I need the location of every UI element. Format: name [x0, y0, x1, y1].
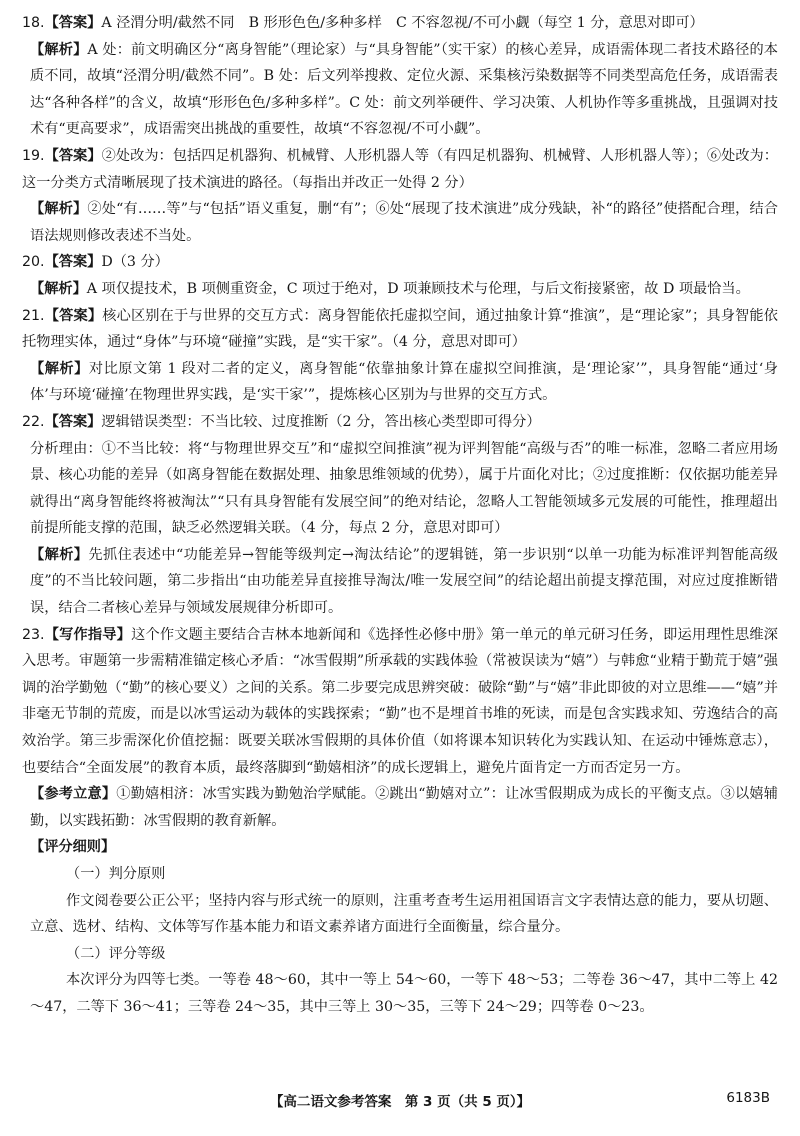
item-19-answer: [22, 143, 778, 196]
item-20-answer: [22, 249, 778, 276]
scoring-grades-heading: （二）评分等级: [66, 945, 166, 962]
item-number: 20.: [22, 254, 45, 271]
answer-text: A 泾渭分明/截然不同 B 形形色色/多种多样 C 不容忽视/不可小觑（每空 1 分，意思对即可）: [101, 15, 704, 31]
analysis-tag: 【解析】: [30, 360, 89, 377]
answer-text: 核心区别在于与世界的交互方式：离身智能依托虚拟空间，通过抽象计算“推演”，是“理论家”；具身智能依托物理实体，通过“身体”与环境“碰撞”实践，是“实干家”。（4 分，意思对即可）: [22, 307, 778, 351]
scoring-principle-text: 作文阅卷要公正公平；坚持内容与形式统一的原则，注重考查考生运用祖国语言文字表情达意的能力，要从切题、立意、选材、结构、文体等写作基本能力和语文素养诸方面进行全面衡量，综合量分。: [30, 892, 778, 936]
answer-tag: 【答案】: [44, 15, 102, 31]
item-18-answer: [22, 10, 778, 37]
item-21: [22, 303, 778, 409]
item-22-answer: [22, 409, 778, 436]
item-number: 18.: [22, 15, 45, 31]
scoring-principle-heading: （一）判分原则: [66, 866, 166, 882]
analysis-text: A 处：前文明确区分“离身智能”（理论家）与“具身智能”（实干家）的核心差异，成语需体现二者技术路径的本质不同，故填“泾渭分明/截然不同”。B 处：后文列举搜救、定位火源、采集核污染数据等不同类型高危任务，成语需表达“各种各样”的含义，故填“形形色色/多种多样”。C 处：前文列举硬件、学习决策、人机协作等多重挑战，且强调对技术有“更高要求”，成语需突出挑战的重要性，故填“不容忽视/不可小觑”。: [30, 41, 778, 138]
item-number: 23.: [22, 626, 45, 643]
answer-tag: 【答案】: [44, 413, 102, 430]
writing-guide-text: 这个作文题主要结合吉林本地新闻和《选择性必修中册》第一单元的单元研习任务，即运用理性思维深入思考。审题第一步需精准锚定核心矛盾：“冰雪假期”所承载的实践体验（常被误读为“嬉”）与韩愈“业精于勤荒于嬉”强调的治学勤勉（“勤”的核心要义）之间的关系。第二步要完成思辨突破：破除“勤”与“嬉”非此即彼的对立思维——“嬉”并非毫无节制的荒废，而是以冰雪运动为载体的实践探索；“勤”也不是埋首书堆的死读，而是包含实践求知、劳逸结合的高效治学。第三步需深化价值挖掘：既要关联冰雪假期的具体价值（如将课本知识转化为实践认知、在运动中锤炼意志），也要结合“全面发展”的教育本质，最终落脚到“勤嬉相济”的成长逻辑上，避免片面肯定一方而否定另一方。: [22, 626, 778, 776]
analysis-tag: 【解析】: [30, 41, 88, 58]
analysis-tag: 【解析】: [30, 280, 87, 297]
item-19-analysis: [22, 196, 778, 249]
answer-tag: 【答案】: [44, 307, 103, 324]
answer-tag: 【答案】: [44, 147, 102, 164]
item-21-analysis: [22, 356, 778, 409]
item-18: [22, 10, 778, 143]
answer-text: 逻辑错误类型：不当比较、过度推断（2 分，答出核心类型即可得分）: [101, 413, 541, 430]
item-23-reference: [22, 781, 778, 834]
page-footer: [0, 1090, 800, 1114]
item-number: 22.: [22, 413, 45, 430]
scoring-rules-tag: 【评分细则】: [30, 839, 116, 856]
item-20-analysis: [22, 276, 778, 303]
analysis-text: 对比原文第 1 段对二者的定义，离身智能“依靠抽象计算在虚拟空间推演，是‘理论家’”，具身智能“通过‘身体’与环境‘碰撞’在物理世界实践，是‘实干家’”，提炼核心区别为与世界的交互方式。: [30, 360, 778, 404]
item-18-analysis: [22, 37, 778, 143]
analysis-text: A 项仅提技术，B 项侧重资金，C 项过于绝对，D 项兼顾技术与伦理，与后文衔接紧密，故 D 项最恰当。: [86, 280, 750, 297]
reference-idea-tag: 【参考立意】: [30, 786, 117, 803]
answer-tag: 【答案】: [44, 254, 102, 271]
item-22-reasons: 分析理由：①不当比较：将“与物理世界交互”和“虚拟空间推演”视为评判智能“高级与否”的唯一标准，忽略二者应用场景、核心功能的差异（如离身智能在数据处理、抽象思维领域的优势），属于片面化对比；②过度推断：仅依据功能差异就得出“离身智能终将被淘汰”“只有具身智能有发展空间”的绝对结论，忽略人工智能领域多元发展的可能性，推理超出前提所能支撑的范围，缺乏必然逻辑关联。（4 分，每点 2 分，意思对即可）: [30, 440, 778, 537]
item-21-answer: [22, 303, 778, 356]
answer-text: ②处改为：包括四足机器狗、机械臂、人形机器人等（有四足机器狗、机械臂、人形机器人等）；⑥处改为：这一分类方式清晰展现了技术演进的路径。（每指出并改正一处得 2 分）: [22, 147, 778, 191]
footer-doc-code: 6183B: [726, 1090, 770, 1106]
reference-idea-text: ①勤嬉相济：冰雪实践为勤勉治学赋能。②跳出“勤嬉对立”：让冰雪假期成为成长的平衡支点。③以嬉辅勤，以实践拓勤：冰雪假期的教育新解。: [30, 786, 778, 829]
answer-text: D（3 分）: [101, 254, 169, 271]
analysis-text: 先抓住表述中“功能差异→智能等级判定→淘汰结论”的逻辑链，第一步识别“以单一功能为标准评判智能高级度”的不当比较问题，第二步指出“由功能差异直接推导淘汰/唯一发展空间”的结论超出前提支撑范围，对应过度推断错误，结合二者核心差异与领域发展规律分析即可。: [30, 546, 778, 617]
item-number: 21.: [22, 307, 45, 324]
scoring-rules-heading: [22, 834, 778, 861]
analysis-tag: 【解析】: [30, 546, 89, 563]
analysis-text: ②处“有……等”与“包括”语义重复，删“有”；⑥处“展现了技术演进”成分残缺，补“的路径”使搭配合理，结合语法规则修改表述不当处。: [30, 201, 778, 244]
item-23: [22, 622, 778, 1021]
footer-page-info: 【高二语文参考答案 第 3 页（共 5 页）】: [269, 1094, 531, 1110]
analysis-tag: 【解析】: [30, 201, 88, 218]
item-23-guide: [22, 622, 778, 782]
item-22-analysis: [22, 542, 778, 622]
item-number: 19.: [22, 147, 45, 164]
item-19: [22, 143, 778, 249]
item-22: [22, 409, 778, 622]
item-20: [22, 249, 778, 302]
writing-guide-tag: 【写作指导】: [44, 626, 132, 643]
scoring-grades-text: 本次评分为四等七类。一等卷 48～60，其中一等上 54～60，一等下 48～53；二等卷 36～47，其中二等上 42～47，二等下 36～41；三等卷 24～35，其中三等上 30～35，三等下 24～29；四等卷 0～23。: [30, 972, 778, 1015]
